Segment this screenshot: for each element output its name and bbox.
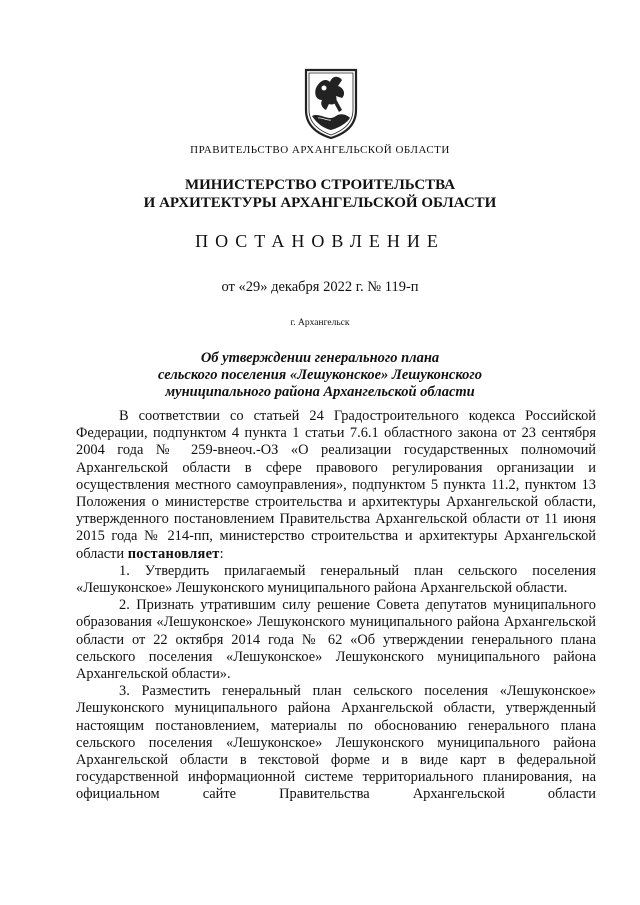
ministry-name-line: МИНИСТЕРСТВО СТРОИТЕЛЬСТВА	[184, 177, 456, 193]
document-city: г. Архангельск	[290, 318, 350, 328]
government-name: ПРАВИТЕЛЬСТВО АРХАНГЕЛЬСКОЙ ОБЛАСТИ	[190, 144, 450, 156]
item-paragraph: 1. Утвердить прилагаемый генеральный план сельского поселения «Лешуконское» Лешуконского муниципального района Архангельской области.	[76, 562, 596, 597]
document-type: ПОСТАНОВЛЕНИЕ	[195, 231, 445, 251]
preamble-text: В соответствии со статьей 24 Градостроительного кодекса Российской Федерации, подпунктом 4 пункта 1 статьи 7.6.1 областного закона от 23 сентября 2004 года № 259-внеоч.-ОЗ «О реализации государственных полномочий Архангельской области в сфере правового регулирования организации и осуществления местного самоуправления», подпунктом 5 пункта 11.2, пунктом 13 Положения о министерстве строительства и архитектуры Архангельской области, утвержденного постановлением Правительства Архангельской области от 11 июня 2015 года № 214-пп, министерство строительства и архитектуры Архангельской области	[76, 408, 596, 562]
ministry-name-line: И АРХИТЕКТУРЫ АРХАНГЕЛЬСКОЙ ОБЛАСТИ	[143, 195, 497, 211]
document-title	[0, 350, 640, 401]
preamble-paragraph	[76, 408, 596, 563]
document-title-line: Об утверждении генерального плана	[200, 350, 440, 366]
coat-of-arms-icon	[302, 66, 360, 140]
document-date-number: от «29» декабря 2022 г. № 119-п	[221, 279, 419, 295]
document-title-line: сельского поселения «Лешуконское» Лешуконского	[158, 367, 482, 383]
item-paragraph: 2. Признать утратившим силу решение Совета депутатов муниципального образования «Лешуконское» Лешуконского муниципального района Архангельской области от 22 октября 2014 года № 62 «Об утверждении генерального плана сельского поселения «Лешуконское» Лешуконского муниципального района Архангельской области».	[76, 597, 596, 683]
document-body	[76, 408, 596, 804]
document-title-line: муниципального района Архангельской области	[165, 384, 475, 400]
resolves-word: постановляет	[127, 545, 220, 562]
ministry-name	[0, 176, 640, 212]
preamble-colon: :	[219, 545, 224, 562]
item-paragraph: 3. Разместить генеральный план сельского поселения «Лешуконское» Лешуконского муниципального района Архангельской области, утвержденный настоящим постановлением, материалы по обоснованию генерального плана сельского поселения «Лешуконское» Лешуконского муниципального района Архангельской области в текстовой форме и в виде карт в федеральной государственной информационной системе территориального планирования, на официальном сайте Правительства Архангельской области	[76, 683, 596, 803]
